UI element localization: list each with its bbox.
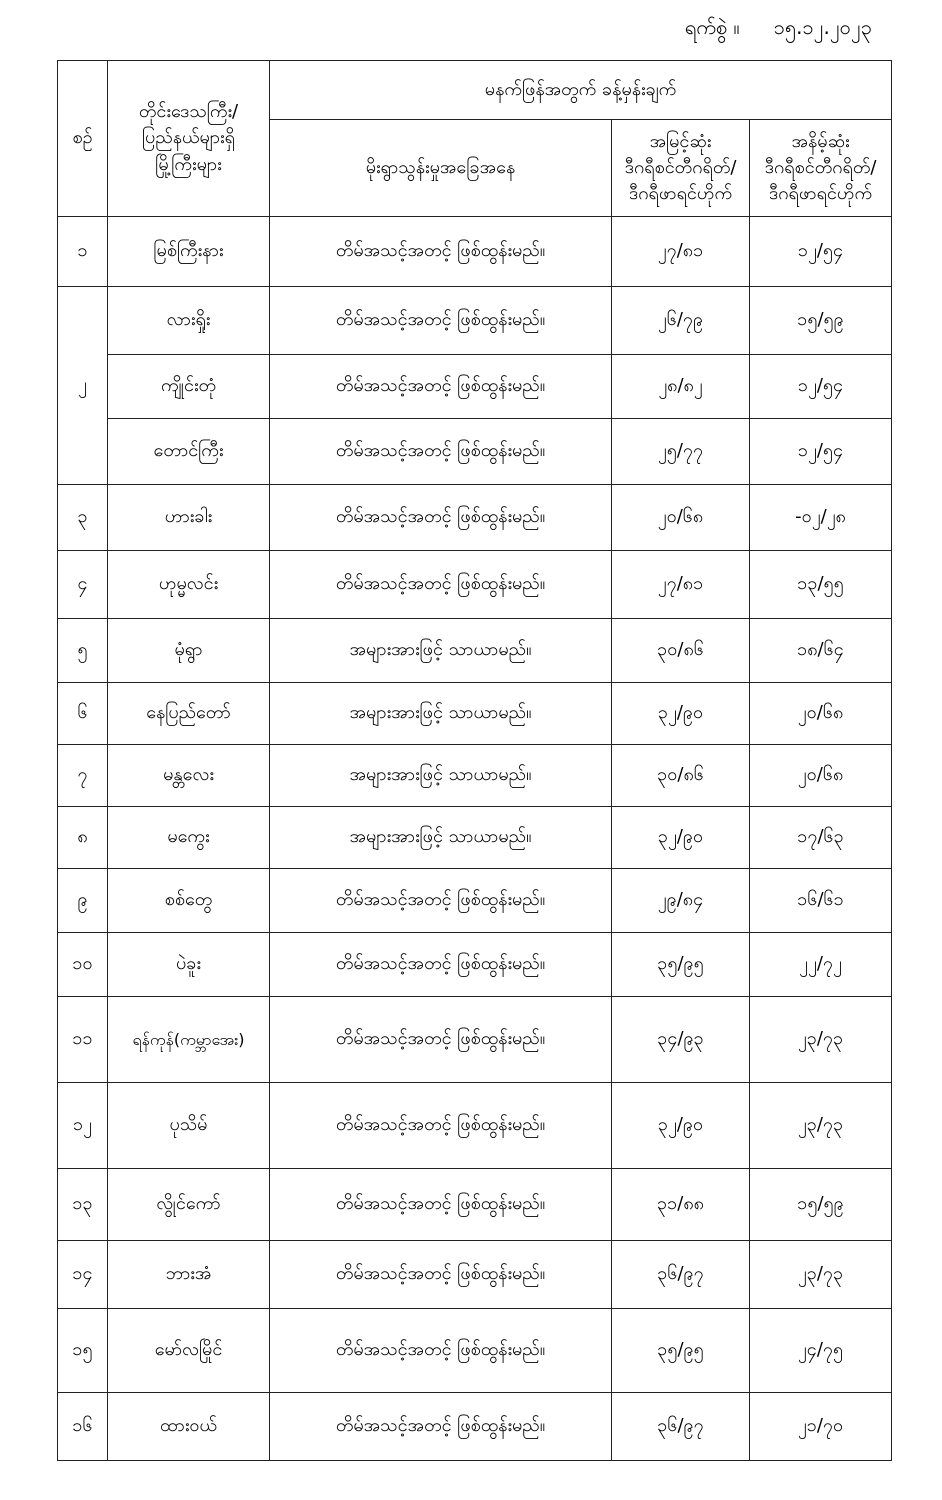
row-weather: တိမ်အသင့်အတင့် ဖြစ်ထွန်းမည်။ <box>270 1309 612 1393</box>
header-min-temp <box>750 120 892 217</box>
row-no: ၇ <box>58 745 108 807</box>
row-no: ၁၄ <box>58 1241 108 1309</box>
table-row <box>58 869 892 933</box>
row-weather: အများအားဖြင့် သာယာမည်။ <box>270 683 612 745</box>
row-max-temp: ၃၀/၈၆ <box>612 619 750 683</box>
table-row <box>58 287 892 355</box>
row-no: ၁၁ <box>58 997 108 1083</box>
row-weather: တိမ်အသင့်အတင့် ဖြစ်ထွန်းမည်။ <box>270 869 612 933</box>
row-no: ၁၃ <box>58 1169 108 1241</box>
forecast-table <box>57 60 892 1461</box>
row-weather: အများအားဖြင့် သာယာမည်။ <box>270 619 612 683</box>
row-min-temp: ၂၂/၇၂ <box>750 933 892 997</box>
table-row <box>58 355 892 419</box>
row-city: ရန်ကုန်(ကမ္ဘာအေး) <box>108 997 270 1083</box>
row-city: စစ်တွေ <box>108 869 270 933</box>
row-min-temp: -၀၂/၂၈ <box>750 485 892 551</box>
row-city: ဘားအံ <box>108 1241 270 1309</box>
row-min-temp: ၂၀/၆၈ <box>750 745 892 807</box>
header-city-line-1: တိုင်းဒေသကြီး/ <box>138 101 239 123</box>
date-line <box>685 14 872 44</box>
row-min-temp: ၁၇/၆၃ <box>750 807 892 869</box>
row-weather: တိမ်အသင့်အတင့် ဖြစ်ထွန်းမည်။ <box>270 551 612 619</box>
header-city <box>108 61 270 217</box>
row-min-temp: ၂၃/၇၃ <box>750 1241 892 1309</box>
row-weather: တိမ်အသင့်အတင့် ဖြစ်ထွန်းမည်။ <box>270 933 612 997</box>
row-weather: အများအားဖြင့် သာယာမည်။ <box>270 807 612 869</box>
row-city: တောင်ကြီး <box>108 419 270 485</box>
row-no: ၂ <box>58 287 108 485</box>
row-min-temp: ၂၃/၇၃ <box>750 1083 892 1169</box>
table-row <box>58 619 892 683</box>
header-min-line-1: အနိမ့်ဆုံး <box>791 130 850 152</box>
table-row <box>58 485 892 551</box>
row-city: မော်လမြိုင် <box>108 1309 270 1393</box>
row-max-temp: ၃၆/၉၇ <box>612 1393 750 1461</box>
header-max-line-2: ဒီဂရီစင်တီဂရိတ်/ <box>624 156 737 178</box>
row-no: ၄ <box>58 551 108 619</box>
row-weather: အများအားဖြင့် သာယာမည်။ <box>270 745 612 807</box>
header-max-line-1: အမြင့်ဆုံး <box>649 130 712 152</box>
row-no: ၆ <box>58 683 108 745</box>
table-row <box>58 997 892 1083</box>
table-row <box>58 1393 892 1461</box>
row-city: မကွေး <box>108 807 270 869</box>
row-city: ကျိုင်းတုံ <box>108 355 270 419</box>
row-weather: တိမ်အသင့်အတင့် ဖြစ်ထွန်းမည်။ <box>270 1169 612 1241</box>
header-weather: မိုးရွာသွန်းမှုအခြေအနေ <box>270 120 612 217</box>
header-max-temp <box>612 120 750 217</box>
row-city: ဟုမ္မလင်း <box>108 551 270 619</box>
row-no: ၉ <box>58 869 108 933</box>
row-city: လားရှိုး <box>108 287 270 355</box>
header-city-line-3: မြို့ကြီးများ <box>155 153 222 175</box>
row-weather: တိမ်အသင့်အတင့် ဖြစ်ထွန်းမည်။ <box>270 1083 612 1169</box>
table-row <box>58 933 892 997</box>
row-min-temp: ၁၈/၆၄ <box>750 619 892 683</box>
table-row <box>58 745 892 807</box>
row-weather: တိမ်အသင့်အတင့် ဖြစ်ထွန်းမည်။ <box>270 217 612 287</box>
row-city: လွိုင်ကော် <box>108 1169 270 1241</box>
row-no: ၅ <box>58 619 108 683</box>
row-max-temp: ၃၂/၉၀ <box>612 683 750 745</box>
row-city: မုံရွာ <box>108 619 270 683</box>
row-min-temp: ၂၄/၇၅ <box>750 1309 892 1393</box>
row-city: ပုသိမ် <box>108 1083 270 1169</box>
row-city: ထားဝယ် <box>108 1393 270 1461</box>
row-weather: တိမ်အသင့်အတင့် ဖြစ်ထွန်းမည်။ <box>270 1393 612 1461</box>
table-row <box>58 1309 892 1393</box>
table-row <box>58 551 892 619</box>
row-city: နေပြည်တော် <box>108 683 270 745</box>
row-max-temp: ၂၅/၇၇ <box>612 419 750 485</box>
row-city: မြစ်ကြီးနား <box>108 217 270 287</box>
header-forecast: မနက်ဖြန်အတွက် ခန့်မှန်းချက် <box>270 61 892 120</box>
row-no: ၁၂ <box>58 1083 108 1169</box>
table-row <box>58 217 892 287</box>
row-max-temp: ၃၀/၈၆ <box>612 745 750 807</box>
row-no: ၈ <box>58 807 108 869</box>
row-weather: တိမ်အသင့်အတင့် ဖြစ်ထွန်းမည်။ <box>270 355 612 419</box>
row-max-temp: ၃၁/၈၈ <box>612 1169 750 1241</box>
row-weather: တိမ်အသင့်အတင့် ဖြစ်ထွန်းမည်။ <box>270 485 612 551</box>
table-row <box>58 683 892 745</box>
row-city: ဟားခါး <box>108 485 270 551</box>
row-max-temp: ၃၆/၉၇ <box>612 1241 750 1309</box>
row-max-temp: ၂၇/၈၁ <box>612 551 750 619</box>
row-min-temp: ၂၃/၇၃ <box>750 997 892 1083</box>
row-max-temp: ၃၂/၉၀ <box>612 807 750 869</box>
row-max-temp: ၂၆/၇၉ <box>612 287 750 355</box>
header-max-line-3: ဒီဂရီဖာရင်ဟိုက် <box>628 183 733 205</box>
date-value: ၁၅.၁၂.၂၀၂၃ <box>773 15 872 39</box>
row-min-temp: ၁၆/၆၁ <box>750 869 892 933</box>
table-row <box>58 1083 892 1169</box>
row-no: ၁၆ <box>58 1393 108 1461</box>
row-min-temp: ၂၀/၆၈ <box>750 683 892 745</box>
row-min-temp: ၁၂/၅၄ <box>750 217 892 287</box>
row-weather: တိမ်အသင့်အတင့် ဖြစ်ထွန်းမည်။ <box>270 287 612 355</box>
row-min-temp: ၁၅/၅၉ <box>750 1169 892 1241</box>
row-no: ၁၀ <box>58 933 108 997</box>
row-no: ၁ <box>58 217 108 287</box>
date-label: ရက်စွဲ ။ <box>684 15 740 39</box>
row-max-temp: ၂၇/၈၁ <box>612 217 750 287</box>
row-min-temp: ၁၂/၅၄ <box>750 419 892 485</box>
row-max-temp: ၂၈/၈၂ <box>612 355 750 419</box>
row-max-temp: ၃၅/၉၅ <box>612 933 750 997</box>
row-max-temp: ၃၄/၉၃ <box>612 997 750 1083</box>
row-city: ပဲခူး <box>108 933 270 997</box>
table-row <box>58 1169 892 1241</box>
row-no: ၁၅ <box>58 1309 108 1393</box>
table-row <box>58 419 892 485</box>
header-min-line-3: ဒီဂရီဖာရင်ဟိုက် <box>768 183 873 205</box>
row-city: မန္တလေး <box>108 745 270 807</box>
row-min-temp: ၁၂/၅၄ <box>750 355 892 419</box>
row-weather: တိမ်အသင့်အတင့် ဖြစ်ထွန်းမည်။ <box>270 997 612 1083</box>
header-min-line-2: ဒီဂရီစင်တီဂရိတ်/ <box>764 156 877 178</box>
table-row <box>58 807 892 869</box>
row-max-temp: ၂၀/၆၈ <box>612 485 750 551</box>
row-min-temp: ၁၃/၅၅ <box>750 551 892 619</box>
row-min-temp: ၂၁/၇၀ <box>750 1393 892 1461</box>
row-max-temp: ၃၅/၉၅ <box>612 1309 750 1393</box>
row-weather: တိမ်အသင့်အတင့် ဖြစ်ထွန်းမည်။ <box>270 1241 612 1309</box>
row-min-temp: ၁၅/၅၉ <box>750 287 892 355</box>
row-max-temp: ၂၉/၈၄ <box>612 869 750 933</box>
header-no: စဉ် <box>58 61 108 217</box>
row-max-temp: ၃၂/၉၀ <box>612 1083 750 1169</box>
row-no: ၃ <box>58 485 108 551</box>
table-row <box>58 1241 892 1309</box>
row-weather: တိမ်အသင့်အတင့် ဖြစ်ထွန်းမည်။ <box>270 419 612 485</box>
header-city-line-2: ပြည်နယ်များရှိ <box>142 127 235 149</box>
